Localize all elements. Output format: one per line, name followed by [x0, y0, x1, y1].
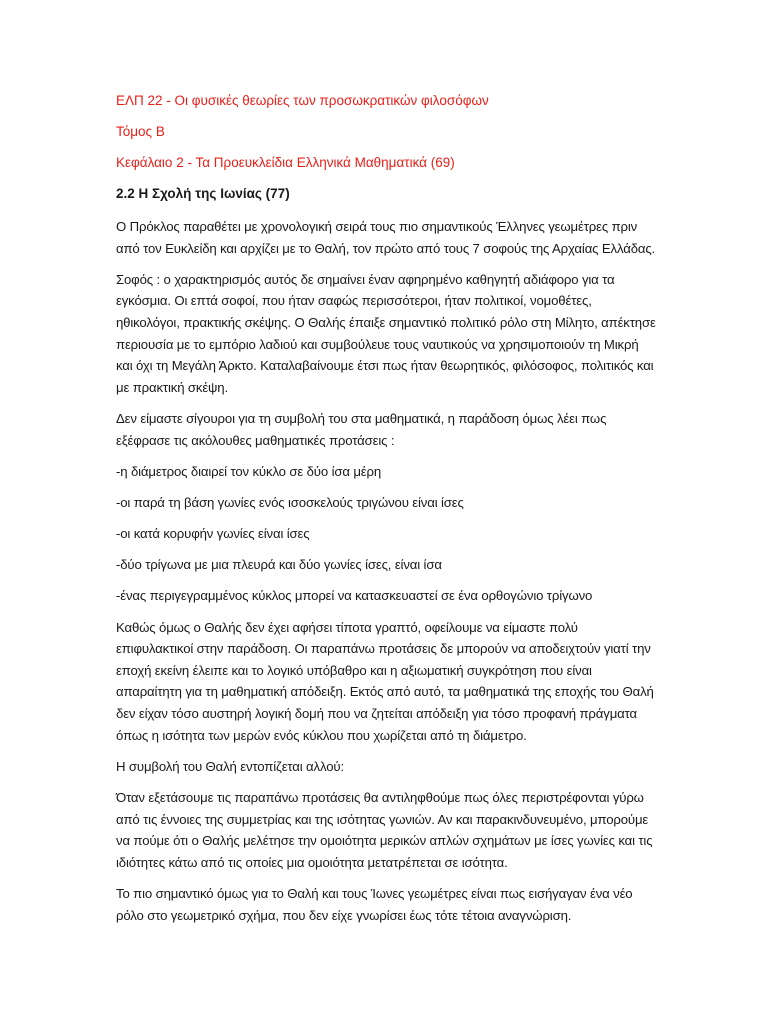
- paragraph: Το πιο σημαντικό όμως για το Θαλή και τους Ίωνες γεωμέτρες είναι πως εισήγαγαν ένα νέο ρόλο στο γεωμετρικό σχήμα, που δεν είχε γνωρίσει έως τότε τέτοια αναγνώριση.: [116, 885, 633, 923]
- volume-title: Τόμος Β: [116, 124, 165, 139]
- list-item: -η διάμετρος διαιρεί τον κύκλο σε δύο ίσα μέρη: [116, 463, 382, 479]
- document-page: [116, 92, 656, 936]
- paragraph: Όταν εξετάσουμε τις παραπάνω προτάσεις θα αντιληφθούμε πως όλες περιστρέφονται γύρω από τις έννοιες της συμμετρίας και της ισότητας γωνιών. Αν και παρακινδυνευμένο, μπορούμε να πούμε ότι ο Θαλής μελέτησε την ομοιότητα μερικών απλών σχημάτων με ίσες γωνίες και τις ιδιότητες κάτω από τις οποίες μια ομοιότητα μετατρέπεται σε ισότητα.: [116, 790, 653, 870]
- list-item: -δύο τρίγωνα με μια πλευρά και δύο γωνίες ίσες, είναι ίσα: [116, 557, 442, 573]
- list-item: -οι κατά κορυφήν γωνίες είναι ίσες: [116, 526, 310, 542]
- paragraph: Η συμβολή του Θαλή εντοπίζεται αλλού:: [116, 758, 344, 774]
- course-title: ΕΛΠ 22 - Οι φυσικές θεωρίες των προσωκρατικών φιλοσόφων: [116, 93, 489, 108]
- list-item: -οι παρά τη βάση γωνίες ενός ισοσκελούς τριγώνου είναι ίσες: [116, 494, 464, 510]
- paragraph: Ο Πρόκλος παραθέτει με χρονολογική σειρά τους πιο σημαντικούς Έλληνες γεωμέτρες πριν από τον Ευκλείδη και αρχίζει με το Θαλή, τον πρώτο από τους 7 σοφούς της Αρχαίας Ελλάδας.: [116, 219, 656, 256]
- chapter-title: Κεφάλαιο 2 - Τα Προευκλείδια Ελληνικά Μαθηματικά (69): [116, 155, 455, 170]
- paragraph: Δεν είμαστε σίγουροι για τη συμβολή του στα μαθηματικά, η παράδοση όμως λέει πως εξέφρασε τις ακόλουθες μαθηματικές προτάσεις :: [116, 410, 607, 448]
- paragraph: Καθώς όμως ο Θαλής δεν έχει αφήσει τίποτα γραπτό, οφείλουμε να είμαστε πολύ επιφυλακτικοί στην παράδοση. Οι παραπάνω προτάσεις δε μπορούν να αποδειχτούν γιατί την εποχή εκείνη έλειπε και το λογικό υπόβαθρο και η αξιωματική συγκρότηση που είναι απαραίτητη για τη μαθηματική απόδειξη. Εκτός από αυτό, τα μαθηματικά της εποχής του Θαλή δεν είχαν τόσο αυστηρή λογική δομή που να ζητείται απόδειξη για τόσο προφανή πράγματα όπως η ισότητα των μερών ενός κύκλου που χωρίζεται από τη διάμετρο.: [116, 619, 654, 743]
- paragraph: Σοφός : ο χαρακτηρισμός αυτός δε σημαίνει έναν αφηρημένο καθηγητή αδιάφορο για τα εγκόσμια. Οι επτά σοφοί, που ήταν σαφώς περισσότεροι, ήταν πολιτικοί, νομοθέτες, ηθικολόγοι, πρακτικής σκέψης. Ο Θαλής έπαιξε σημαντικό πολιτικό ρόλο στη Μίλητο, απέκτησε περιουσία με το εμπόριο λαδιού και συμβούλευε τους ναυτικούς να χρησιμοποιούν τη Μικρή και όχι τη Μεγάλη Άρκτο. Καταλαβαίνουμε έτσι πως ήταν θεωρητικός, φιλόσοφος, πολιτικός και με πρακτική σκέψη.: [116, 271, 656, 395]
- section-title: 2.2 Η Σχολή της Ιωνίας (77): [116, 186, 290, 201]
- list-item: -ένας περιγεγραμμένος κύκλος μπορεί να κατασκευαστεί σε ένα ορθογώνιο τρίγωνο: [116, 588, 593, 604]
